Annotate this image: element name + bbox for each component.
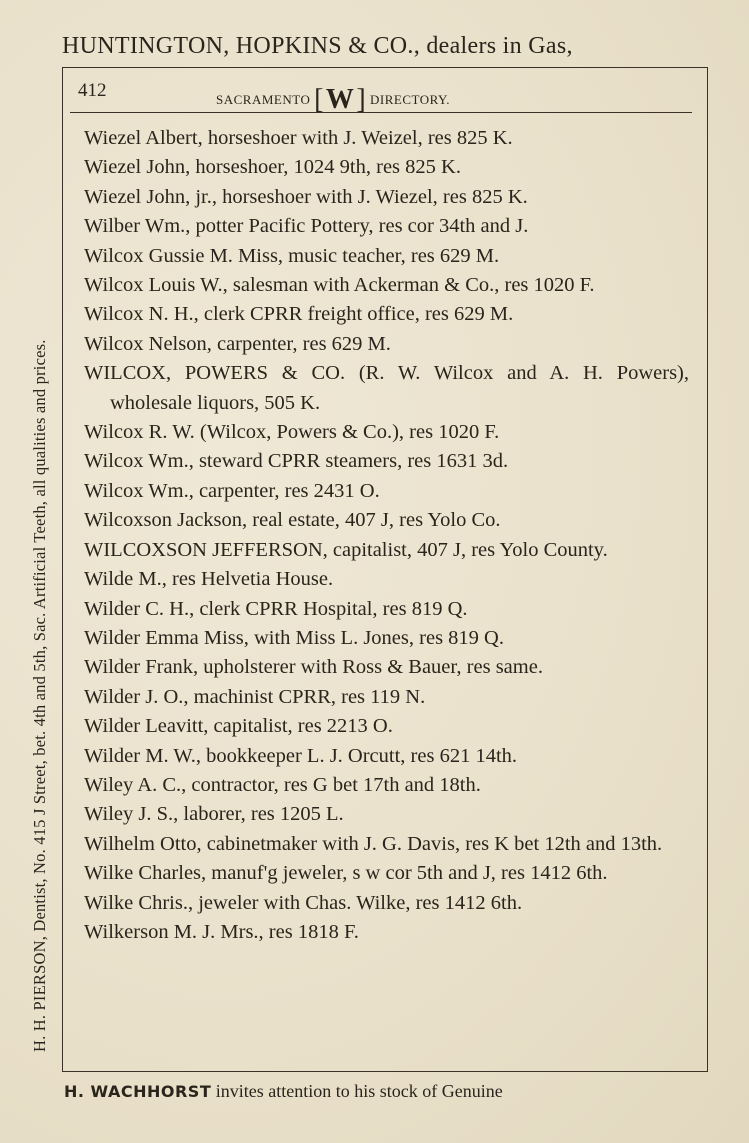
directory-entry: Wilcox Gussie M. Miss, music teacher, res 629 M. <box>84 244 500 267</box>
bracket-open: [ <box>314 84 324 115</box>
directory-entry: Wiley J. S., laborer, res 1205 L. <box>84 803 344 826</box>
directory-entry: Wilde M., res Helvetia House. <box>84 568 334 591</box>
directory-entry: Wiezel John, jr., horseshoer with J. Wiezel, res 825 K. <box>84 185 528 208</box>
bracket-close: ] <box>356 84 367 115</box>
directory-entry: Wilcoxson Jackson, real estate, 407 J, res Yolo Co. <box>84 509 501 532</box>
directory-entry: Wilcox Wm., steward CPRR steamers, res 1631 3d. <box>84 450 509 473</box>
head-rule <box>70 112 692 113</box>
directory-entry: Wilcox R. W. (Wilcox, Powers & Co.), res 1020 F. <box>84 421 500 444</box>
directory-entry: Wiley A. C., contractor, res G bet 17th and 18th. <box>84 773 481 796</box>
directory-entry: Wilcox N. H., clerk CPRR freight office, res 629 M. <box>84 303 514 326</box>
directory-entry: Wiezel Albert, horseshoer with J. Weizel, res 825 K. <box>84 127 513 149</box>
footer-advert <box>64 1081 709 1102</box>
directory-entry: Wilke Charles, manuf'g jeweler, s w cor 5th and J, res 1412 6th. <box>84 862 608 885</box>
running-head-title <box>216 80 451 115</box>
section-letter: W <box>325 84 355 115</box>
directory-entry: Wilcox Louis W., salesman with Ackerman & Co., res 1020 F. <box>84 274 595 297</box>
running-head <box>78 78 688 115</box>
directory-entry: Wilder C. H., clerk CPRR Hospital, res 819 Q. <box>84 597 468 620</box>
header-advert: HUNTINGTON, HOPKINS & CO., dealers in Gas, <box>62 33 573 59</box>
directory-entry: WILCOX, POWERS & CO. (R. W. Wilcox and A. H. Powers), wholesale liquors, 505 K. <box>84 362 689 414</box>
directory-entry: Wilder Leavitt, capitalist, res 2213 O. <box>84 715 393 738</box>
directory-entry: Wilcox Wm., carpenter, res 2431 O. <box>84 479 380 502</box>
page-number: 412 <box>78 80 107 101</box>
directory-entries <box>84 124 689 947</box>
directory-entry: Wilder M. W., bookkeeper L. J. Orcutt, res 621 14th. <box>84 744 518 767</box>
directory-entry: Wiezel John, horseshoer, 1024 9th, res 825 K. <box>84 156 461 179</box>
directory-entry: WILCOXSON JEFFERSON, capitalist, 407 J, res Yolo County. <box>84 538 608 561</box>
directory-entry: Wilder Emma Miss, with Miss L. Jones, res 819 Q. <box>84 626 504 649</box>
directory-entry: Wilder J. O., machinist CPRR, res 119 N. <box>84 685 426 708</box>
footer-brand: H. WACHHORST <box>64 1082 212 1101</box>
running-head-right: DIRECTORY. <box>370 92 451 107</box>
directory-entry: Wilder Frank, upholsterer with Ross & Bauer, res same. <box>84 656 543 679</box>
side-advert: H. H. PIERSON, Dentist, No. 415 J Street, bet. 4th and 5th, Sac. Artificial Teeth, all qualities and prices. <box>30 339 49 1052</box>
directory-entry: Wilhelm Otto, cabinetmaker with J. G. Davis, res K bet 12th and 13th. <box>84 832 663 855</box>
directory-entry: Wilber Wm., potter Pacific Pottery, res cor 34th and J. <box>84 215 529 238</box>
running-head-left: SACRAMENTO <box>216 92 311 107</box>
directory-entry: Wilkerson M. J. Mrs., res 1818 F. <box>84 920 359 943</box>
directory-entry: Wilke Chris., jeweler with Chas. Wilke, res 1412 6th. <box>84 891 523 914</box>
directory-entry: Wilcox Nelson, carpenter, res 629 M. <box>84 332 391 355</box>
footer-text: invites attention to his stock of Genuine <box>211 1081 503 1101</box>
